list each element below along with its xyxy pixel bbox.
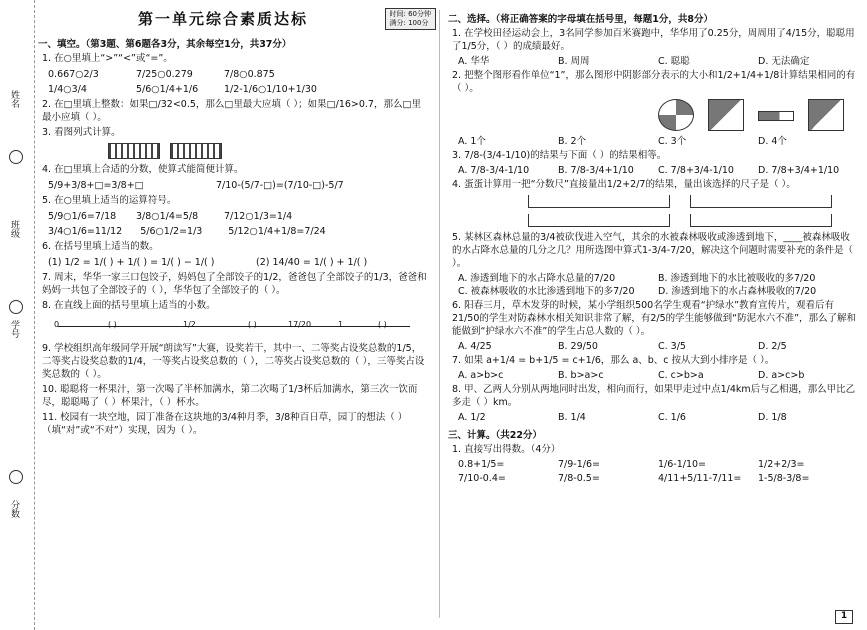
option-d[interactable]: D. 渗透到地下的水占森林吸收的7/20	[658, 286, 817, 297]
option-b[interactable]: B. 2个	[558, 136, 587, 147]
option-b[interactable]: B. 7/8-3/4+1/10	[558, 165, 634, 176]
tick-blank[interactable]: ( )	[378, 320, 387, 329]
calc-item[interactable]: 4/11+5/11-7/11=	[658, 473, 742, 484]
calc-item[interactable]: 1-5/8-3/8=	[758, 473, 810, 484]
question-4: 4. 在□里填上合适的分数，使算式能简便计算。	[42, 164, 244, 175]
column-divider	[439, 10, 440, 618]
choice-7: 7. 如果 a+1/4 = b+1/5 = c+1/6，那么 a、b、c 按从大到小排序是（ ）。	[452, 355, 775, 366]
choice-8: 8. 甲、乙两人分别从两地同时出发，相向而行，如果甲走过中点1/4km后与乙相遇，那么甲比乙多走（ ）km。	[452, 384, 856, 408]
q5-item[interactable]: 5/12○1/4+1/8=7/24	[228, 226, 326, 237]
q6-row	[48, 255, 430, 270]
question-5: 5. 在○里填上适当的运算符号。	[42, 195, 177, 206]
choice-5-options	[458, 285, 858, 298]
right-column	[448, 8, 858, 620]
question-9: 9. 学校组织高年级同学开展“朗读写”大赛，设奖若干，其中一、二等奖占设奖总数的1/5，二等奖占设奖总数的1/4，一等奖占设奖总数的（ ），二等奖占设奖总数的（ ），三等奖占设奖总数的（ ）。	[42, 343, 425, 380]
choice-4-rulers	[528, 195, 848, 227]
grid-figure-icon	[108, 143, 160, 159]
choice-2-options	[458, 135, 858, 148]
square-shaded-icon	[708, 99, 744, 131]
question-3: 3. 看图列式计算。	[42, 127, 121, 138]
q6-item[interactable]: (1) 1/2 = 1/( ) + 1/( ) = 1/( ) − 1/( )	[48, 257, 215, 268]
option-c[interactable]: C. 7/8+3/4-1/10	[658, 165, 734, 176]
number-line	[48, 316, 420, 338]
option-c[interactable]: C. 3/5	[658, 341, 686, 352]
choice-6: 6. 阳春三月，草木发芽的时候，某小学组织500名学生观看“护绿水”教育宣传片，观看后有21/50的学生对防森林水相关知识非常了解，有2/5的学生能够做到“防泥水六不准”，那么了解和能做到“护绿水六不准”的学生占总人数的（ ）。	[452, 300, 857, 337]
calc-item[interactable]: 0.8+1/5=	[458, 459, 505, 470]
option-d[interactable]: D. 无法确定	[758, 56, 810, 67]
q4-item[interactable]: 7/10-(5/7-□)=(7/10-□)-5/7	[216, 180, 344, 191]
option-c[interactable]: C. 聪聪	[658, 56, 690, 67]
option-b[interactable]: B. b>a>c	[558, 370, 604, 381]
choice-5: 5. 某林区森林总量的3/4被砍伐进入空气，其余的水被森林吸收或渗透到地下，____被森林吸收的水占降水总量的几分之几？用所选图中算式1-3/4-7/20，解决这个问题时需要补充的条件是（ ）。	[452, 232, 854, 269]
tick-label: 1/2	[183, 320, 196, 329]
choice-1-options	[458, 55, 858, 68]
tick-label: 17/20	[288, 320, 312, 329]
choice-7-options	[458, 369, 858, 382]
q5-item[interactable]: 3/8○1/4=5/8	[136, 211, 199, 222]
question-11: 11. 校园有一块空地，园丁准备在这块地的3/4种月季，3/8种百日草，园丁的想法（ ）（填“对”或“不对”）实现，因为（ ）。	[42, 412, 408, 436]
option-d[interactable]: D. a>c>b	[758, 370, 805, 381]
binding-hole-icon	[9, 470, 23, 484]
calc-item[interactable]: 7/9-1/6=	[558, 459, 600, 470]
calc-row	[458, 458, 858, 472]
option-b[interactable]: B. 29/50	[558, 341, 598, 352]
triangle-shaded-icon	[808, 99, 844, 131]
q5-item[interactable]: 5/9○1/6=7/18	[48, 211, 117, 222]
tick-blank[interactable]: ( )	[108, 320, 117, 329]
q5-item[interactable]: 7/12○1/3=1/4	[224, 211, 293, 222]
binding-margin	[0, 0, 35, 630]
option-d[interactable]: D. 1/8	[758, 412, 787, 423]
question-1: 1. 在○里填上“>”“<”或“=”。	[42, 53, 173, 64]
q1-row	[48, 67, 430, 82]
tick-blank[interactable]: ( )	[248, 320, 257, 329]
option-b[interactable]: B. 渗透到地下的水比被吸收的多7/20	[658, 273, 816, 284]
ruler-a-icon[interactable]	[528, 195, 670, 208]
ruler-d-icon[interactable]	[690, 214, 832, 227]
choice-2: 2. 把整个图形看作单位“1”，那么图形中阴影部分表示的大小和1/2+1/4+1/8计算结果相同的有（ ）。	[452, 70, 856, 94]
calc-row	[458, 472, 858, 486]
choice-3: 3. 7/8-(3/4-1/10)的结果与下面（ ）的结果相等。	[452, 150, 667, 161]
choice-3-options	[458, 164, 858, 177]
option-a[interactable]: A. 华华	[458, 56, 490, 67]
option-a[interactable]: A. 1个	[458, 136, 486, 147]
time-box	[385, 8, 437, 30]
option-c[interactable]: C. c>b>a	[658, 370, 704, 381]
option-d[interactable]: D. 2/5	[758, 341, 787, 352]
calc-item[interactable]: 1/2+2/3=	[758, 459, 805, 470]
full-score: 满分: 100分	[389, 19, 429, 27]
section-choice: 二、选择。（将正确答案的字母填在括号里，每题1分，共8分）	[448, 14, 713, 25]
option-c[interactable]: C. 1/6	[658, 412, 686, 423]
tick-label: 0	[54, 320, 60, 329]
class-label: 班级	[9, 220, 19, 238]
calc-item[interactable]: 7/8-0.5=	[558, 473, 600, 484]
question-10: 10. 聪聪将一杯果汁，第一次喝了半杯加满水，第二次喝了1/3杯后加满水，第三次一饮而尽，聪聪喝了（ ）杯果汁，（ ）杯水。	[42, 384, 418, 408]
q1-row	[48, 82, 430, 97]
choice-6-options	[458, 340, 858, 353]
binding-hole-icon	[9, 300, 23, 314]
choice-8-options	[458, 411, 858, 424]
ruler-b-icon[interactable]	[690, 195, 832, 208]
calc-1: 1. 直接写出得数。（4分）	[452, 444, 561, 455]
option-a[interactable]: A. a>b>c	[458, 370, 504, 381]
q1-item[interactable]: 7/25○0.279	[136, 69, 193, 80]
tick-label: 1	[338, 320, 344, 329]
option-a[interactable]: A. 7/8-3/4-1/10	[458, 165, 530, 176]
grid-figure-icon	[170, 143, 222, 159]
section-calc: 三、计算。（共22分）	[448, 430, 542, 441]
question-8: 8. 在直线上面的括号里填上适当的小数。	[42, 300, 216, 311]
q3-figure	[108, 143, 430, 159]
option-d[interactable]: D. 4个	[758, 136, 787, 147]
name-label: 姓名	[9, 90, 19, 108]
id-label: 学号	[9, 320, 19, 338]
option-b[interactable]: B. 周周	[558, 56, 590, 67]
ruler-c-icon[interactable]	[528, 214, 670, 227]
section-fill-blank: 一、填空。（第3题、第6题各3分，其余每空1分，共37分）	[38, 39, 292, 50]
q5-row	[48, 224, 430, 239]
question-6: 6. 在括号里填上适当的数。	[42, 241, 159, 252]
option-b[interactable]: B. 1/4	[558, 412, 586, 423]
q1-item[interactable]: 1/2-1/6○1/10+1/30	[224, 84, 317, 95]
option-a[interactable]: A. 渗透到地下的水占降水总量的7/20	[458, 273, 616, 284]
calc-item[interactable]: 1/6-1/10=	[658, 459, 707, 470]
q5-item[interactable]: 5/6○1/2=1/3	[140, 226, 203, 237]
calc-item[interactable]: 7/10-0.4=	[458, 473, 506, 484]
q5-row	[48, 209, 430, 224]
option-a[interactable]: A. 4/25	[458, 341, 492, 352]
q6-item[interactable]: (2) 14/40 = 1/( ) + 1/( )	[256, 257, 368, 268]
option-c[interactable]: C. 3个	[658, 136, 687, 147]
q4-item[interactable]: 5/9+3/8+□=3/8+□	[48, 180, 144, 191]
binding-hole-icon	[9, 150, 23, 164]
question-7: 7. 周末，华华一家三口包饺子，妈妈包了全部饺子的1/2，爸爸包了全部饺子的1/3，爸爸和妈妈一共包了全部饺子的（ ），华华包了全部饺子的（ ）。	[42, 272, 427, 296]
q1-item[interactable]: 7/8○0.875	[224, 69, 275, 80]
q1-item[interactable]: 5/6○1/4+1/6	[136, 84, 199, 95]
header	[38, 8, 430, 30]
question-2: 2. 在□里填上整数：如果□/32<0.5，那么□里最大应填（ ）；如果□/16>0.7，那么□里最小应填（ ）。	[42, 99, 421, 123]
option-d[interactable]: D. 7/8+3/4+1/10	[758, 165, 840, 176]
option-a[interactable]: A. 1/2	[458, 412, 486, 423]
q1-item[interactable]: 1/4○3/4	[48, 84, 87, 95]
choice-2-figures	[658, 99, 858, 131]
choice-1: 1. 在学校田径运动会上，3名同学参加百米赛跑中，华华用了0.25分，周周用了4/15分，聪聪用了1/5分，（ ）的成绩最好。	[452, 28, 855, 52]
choice-5-options	[458, 272, 858, 285]
choice-4: 4. 蛋蛋计算用一把“分数尺”直接量出1/2+2/7的结果，量出该选择的尺子是（ ）。	[452, 179, 796, 190]
left-column	[38, 8, 430, 620]
page-title: 第一单元综合素质达标	[138, 10, 309, 28]
option-c[interactable]: C. 被森林吸收的水比渗透到地下的多7/20	[458, 286, 635, 297]
page-number: 1	[835, 610, 853, 624]
score-label: 分数	[9, 500, 19, 518]
q4-row	[48, 178, 430, 193]
bar-shaded-icon	[758, 111, 794, 121]
circle-shaded-icon	[658, 99, 694, 131]
q1-item[interactable]: 0.667○2/3	[48, 69, 99, 80]
q5-item[interactable]: 3/4○1/6=11/12	[48, 226, 123, 237]
time-limit: 时间: 60分钟	[389, 10, 431, 18]
